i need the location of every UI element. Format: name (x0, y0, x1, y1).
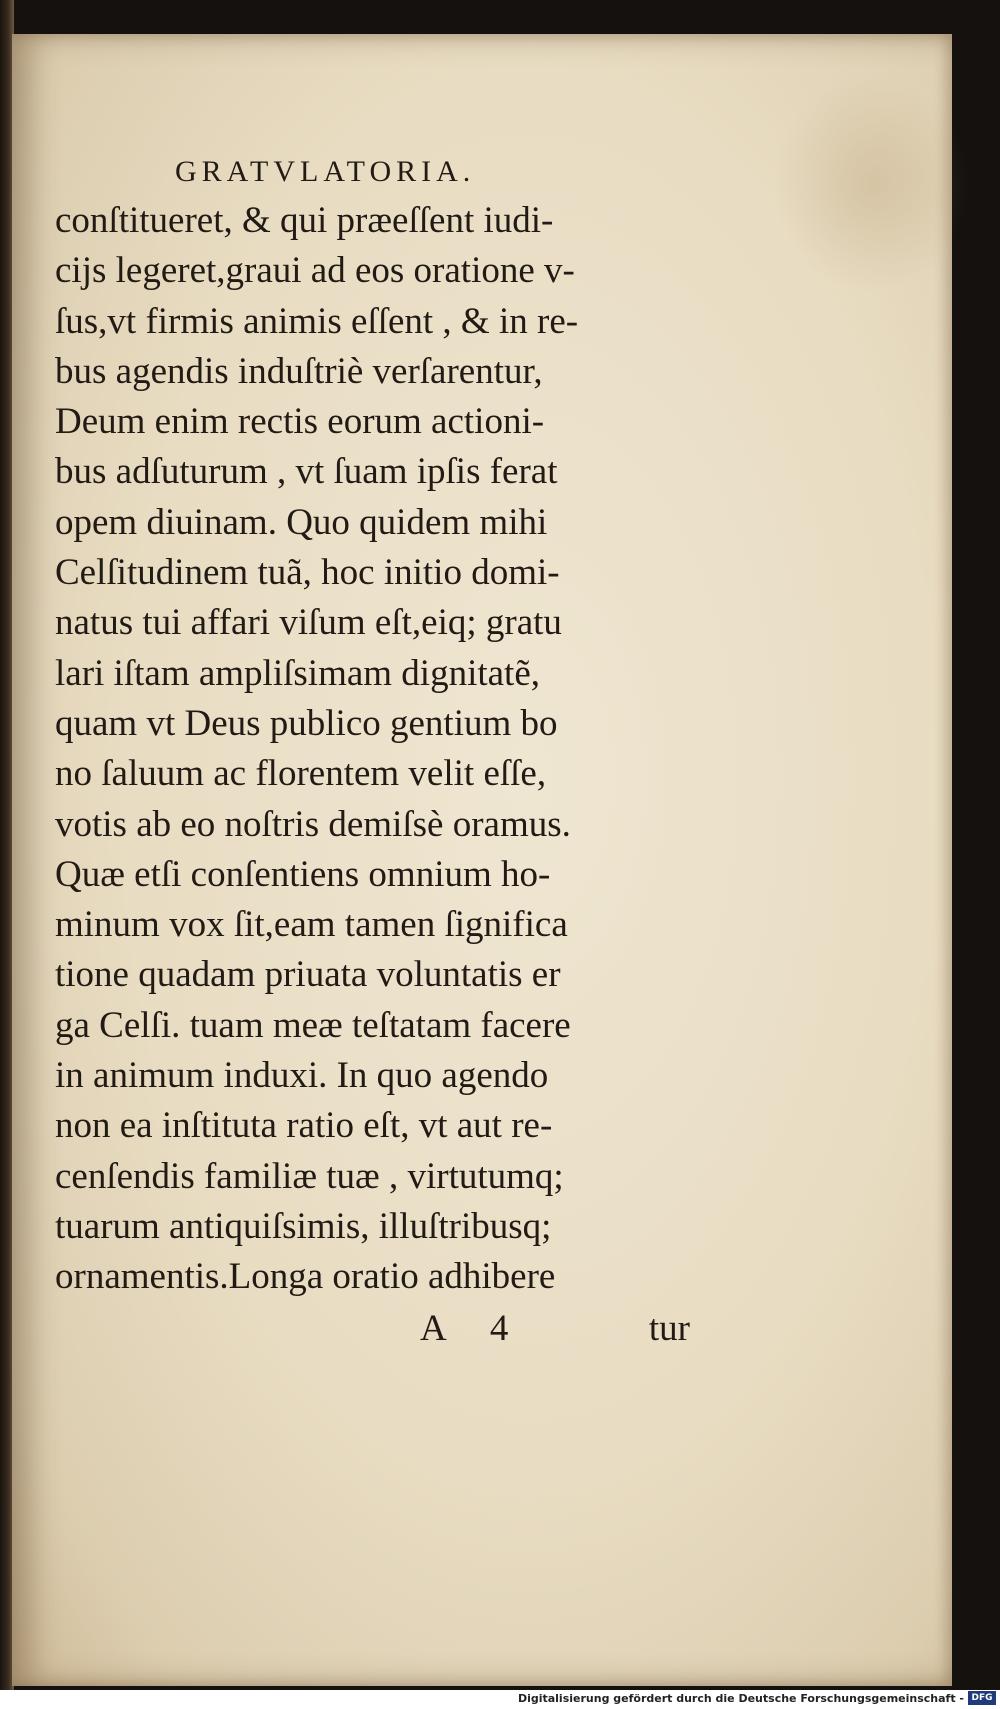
text-line: Quæ etſi conſentiens omnium ho- (55, 853, 551, 895)
text-line: ornamentis.Longa oratio adhibere (55, 1256, 556, 1298)
text-line: tione quadam priuata voluntatis er (55, 954, 561, 996)
text-line: bus agendis induſtriè verſarentur, (55, 350, 543, 392)
text-line: cijs legeret,graui ad eos oratione v- (55, 250, 575, 292)
page-text-block (55, 148, 695, 1355)
text-line: minum vox ſit,eam tamen ſignifica (55, 904, 568, 946)
text-line: natus tui affari viſum eſt,eiq; gratu (55, 602, 562, 644)
catchword: tur (648, 1307, 690, 1349)
text-line: opem diuinam. Quo quidem mihi (55, 501, 548, 543)
body-text (55, 196, 695, 1303)
dfg-logo: DFG (968, 1691, 996, 1705)
text-line: Celſitudinem tuã, hoc initio domi- (55, 552, 560, 594)
text-line: votis ab eo noſtris demiſsè oramus. (55, 803, 571, 845)
text-line: in animum induxi. In quo agendo (55, 1055, 549, 1097)
text-line: Deum enim rectis eorum actioni- (55, 401, 545, 443)
text-line: lari iſtam ampliſsimam dignitatẽ, (55, 652, 541, 694)
text-line: quam vt Deus publico gentium bo (55, 702, 558, 744)
page-stain (772, 74, 972, 294)
signature-mark: A 4 (420, 1307, 527, 1349)
text-line: non ea inſtituta ratio eſt, vt aut re- (55, 1105, 553, 1147)
text-line: bus adſuturum , vt ſuam ipſis ferat (55, 451, 558, 493)
text-line: tuarum antiquiſsimis, illuſtribusq; (55, 1205, 552, 1247)
text-line: ga Celſi. tuam meæ teſtatam facere (55, 1004, 571, 1046)
text-line: no ſaluum ac florentem velit eſſe, (55, 753, 547, 795)
text-line: conſtitueret, & qui præeſſent iudi- (55, 200, 554, 241)
text-line: cenſendis familiæ tuæ , virtutumq; (55, 1155, 564, 1197)
page-footer-line (55, 1303, 695, 1355)
funding-credit: Digitalisierung gefördert durch die Deutsche Forschungsgemeinschaft - (517, 1692, 964, 1705)
text-line: ſus,vt firmis animis eſſent , & in re- (55, 300, 579, 342)
running-head: GRATVLATORIA. (175, 155, 476, 188)
